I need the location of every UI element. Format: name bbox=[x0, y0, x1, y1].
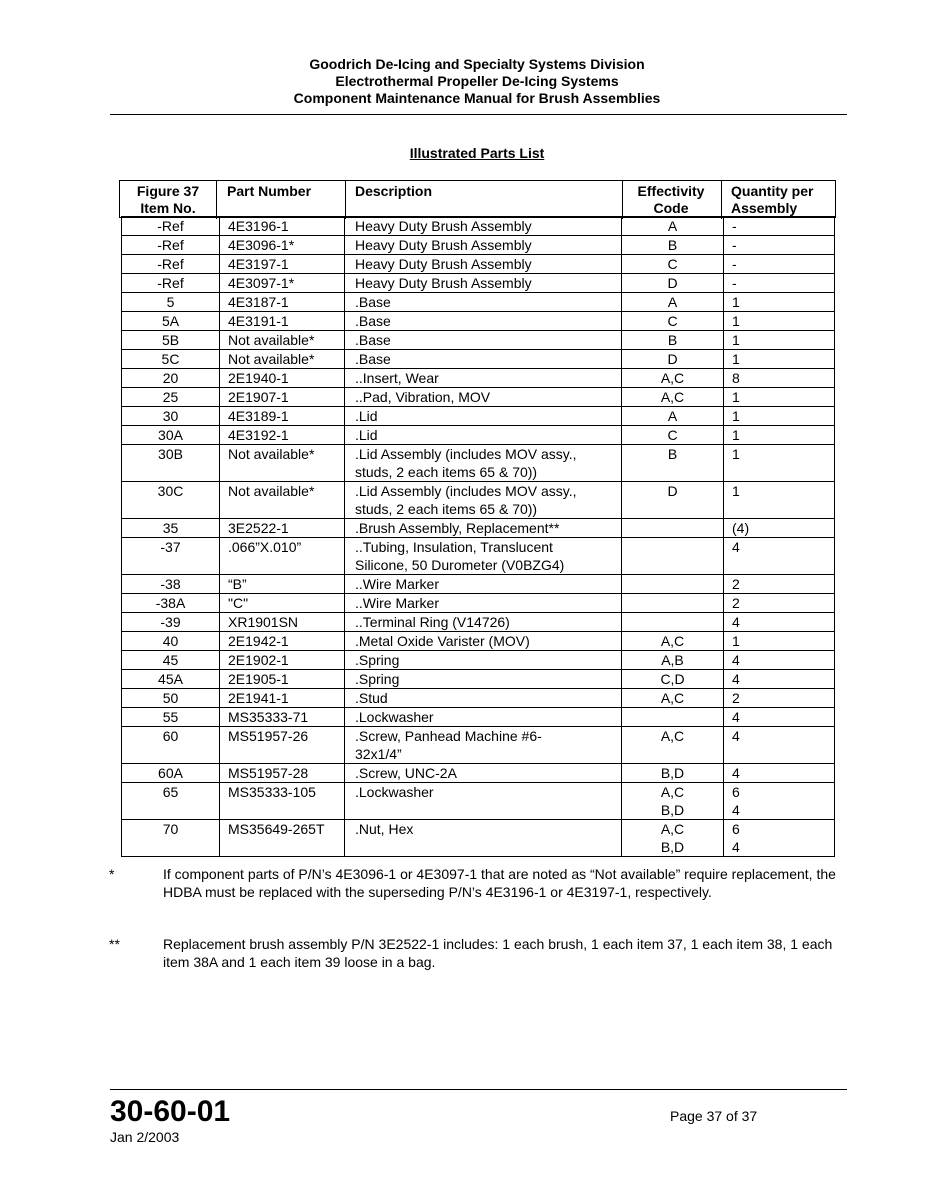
description-cell: .Base bbox=[345, 312, 622, 331]
part-number-cell: 4E3187-1 bbox=[220, 293, 345, 312]
description-cell: .Lid bbox=[345, 407, 622, 426]
item-number-cell: -38A bbox=[122, 594, 220, 613]
description-cell: Heavy Duty Brush Assembly bbox=[345, 217, 622, 236]
part-number-cell: 4E3197-1 bbox=[220, 255, 345, 274]
header-system: Electrothermal Propeller De-Icing Systems bbox=[335, 73, 619, 89]
table-row bbox=[122, 519, 835, 538]
section-title: Illustrated Parts List bbox=[409, 145, 545, 161]
part-number-cell: "C" bbox=[220, 594, 345, 613]
part-number-cell: XR1901SN bbox=[220, 613, 345, 632]
table-row bbox=[122, 407, 835, 426]
header-item-no: Figure 37 Item No. bbox=[136, 183, 200, 216]
description-cell: .Lockwasher bbox=[345, 783, 622, 820]
description-cell: .Brush Assembly, Replacement** bbox=[345, 519, 622, 538]
quantity-cell: 4 bbox=[724, 670, 835, 689]
description-cell: .Screw, Panhead Machine #6- 32x1/4” bbox=[345, 727, 622, 764]
effectivity-cell bbox=[622, 575, 724, 594]
quantity-cell: 1 bbox=[724, 331, 835, 350]
effectivity-cell: C bbox=[622, 426, 724, 445]
effectivity-cell: A,C B,D bbox=[622, 783, 724, 820]
table-row bbox=[122, 426, 835, 445]
quantity-cell: 1 bbox=[724, 482, 835, 519]
effectivity-cell: D bbox=[622, 350, 724, 369]
item-number-cell: 50 bbox=[122, 689, 220, 708]
description-cell: .Screw, UNC-2A bbox=[345, 764, 622, 783]
item-number-cell: 60 bbox=[122, 727, 220, 764]
item-number-cell: 25 bbox=[122, 388, 220, 407]
quantity-cell: 1 bbox=[724, 350, 835, 369]
footnote-mark: ** bbox=[109, 936, 120, 952]
quantity-cell: - bbox=[724, 217, 835, 236]
footer-divider bbox=[110, 1089, 847, 1090]
part-number-cell: 4E3191-1 bbox=[220, 312, 345, 331]
table-row bbox=[122, 274, 835, 293]
part-number-cell: 4E3189-1 bbox=[220, 407, 345, 426]
table-row bbox=[122, 538, 835, 575]
effectivity-cell: C,D bbox=[622, 670, 724, 689]
quantity-cell: 4 bbox=[724, 538, 835, 575]
table-row bbox=[122, 350, 835, 369]
item-number-cell: 30B bbox=[122, 445, 220, 482]
description-cell: ..Terminal Ring (V14726) bbox=[345, 613, 622, 632]
table-row bbox=[122, 651, 835, 670]
table-row bbox=[122, 594, 835, 613]
part-number-cell: .066”X.010” bbox=[220, 538, 345, 575]
description-cell: .Lid Assembly (includes MOV assy., studs, 2 each items 65 & 70)) bbox=[345, 445, 622, 482]
item-number-cell: 5B bbox=[122, 331, 220, 350]
item-number-cell: 45A bbox=[122, 670, 220, 689]
effectivity-cell: D bbox=[622, 274, 724, 293]
item-number-cell: 55 bbox=[122, 708, 220, 727]
effectivity-cell: B bbox=[622, 331, 724, 350]
description-cell: ..Tubing, Insulation, Translucent Silicone, 50 Durometer (V0BZG4) bbox=[345, 538, 622, 575]
quantity-cell: 4 bbox=[724, 764, 835, 783]
item-number-cell: 70 bbox=[122, 820, 220, 857]
item-number-cell: -Ref bbox=[122, 236, 220, 255]
part-number-cell: 2E1940-1 bbox=[220, 369, 345, 388]
item-number-cell: -Ref bbox=[122, 255, 220, 274]
effectivity-cell: A,B bbox=[622, 651, 724, 670]
description-cell: .Base bbox=[345, 350, 622, 369]
item-number-cell: -38 bbox=[122, 575, 220, 594]
item-number-cell: 35 bbox=[122, 519, 220, 538]
quantity-cell: (4) bbox=[724, 519, 835, 538]
quantity-cell: 1 bbox=[724, 445, 835, 482]
description-cell: ..Pad, Vibration, MOV bbox=[345, 388, 622, 407]
description-cell: ..Insert, Wear bbox=[345, 369, 622, 388]
effectivity-cell: A bbox=[622, 293, 724, 312]
part-number-cell: 2E1902-1 bbox=[220, 651, 345, 670]
table-row bbox=[122, 217, 835, 236]
description-cell: ..Wire Marker bbox=[345, 594, 622, 613]
quantity-cell: 1 bbox=[724, 407, 835, 426]
description-cell: .Base bbox=[345, 293, 622, 312]
header-effectivity: Effectivity Code bbox=[637, 183, 705, 216]
description-cell: .Stud bbox=[345, 689, 622, 708]
quantity-cell: 1 bbox=[724, 632, 835, 651]
document-number: 30-60-01 bbox=[110, 1095, 231, 1128]
quantity-cell: - bbox=[724, 274, 835, 293]
quantity-cell: 6 4 bbox=[724, 783, 835, 820]
quantity-cell: 4 bbox=[724, 727, 835, 764]
table-row bbox=[122, 708, 835, 727]
item-number-cell: 30A bbox=[122, 426, 220, 445]
table-row bbox=[122, 689, 835, 708]
table-row bbox=[122, 670, 835, 689]
description-cell: .Nut, Hex bbox=[345, 820, 622, 857]
part-number-cell: 4E3196-1 bbox=[220, 217, 345, 236]
part-number-cell: 2E1941-1 bbox=[220, 689, 345, 708]
item-number-cell: 60A bbox=[122, 764, 220, 783]
part-number-cell: Not available* bbox=[220, 482, 345, 519]
item-number-cell: 5A bbox=[122, 312, 220, 331]
quantity-cell: 1 bbox=[724, 312, 835, 331]
quantity-cell: 4 bbox=[724, 708, 835, 727]
part-number-cell: 4E3096-1* bbox=[220, 236, 345, 255]
table-row bbox=[122, 312, 835, 331]
effectivity-cell: C bbox=[622, 312, 724, 331]
table-row bbox=[122, 236, 835, 255]
effectivity-cell bbox=[622, 708, 724, 727]
part-number-cell: 4E3192-1 bbox=[220, 426, 345, 445]
item-number-cell: -Ref bbox=[122, 274, 220, 293]
description-cell: Heavy Duty Brush Assembly bbox=[345, 274, 622, 293]
quantity-cell: - bbox=[724, 236, 835, 255]
quantity-cell: 6 4 bbox=[724, 820, 835, 857]
table-header bbox=[119, 180, 836, 218]
effectivity-cell bbox=[622, 519, 724, 538]
description-cell: .Metal Oxide Varister (MOV) bbox=[345, 632, 622, 651]
effectivity-cell: A,C B,D bbox=[622, 820, 724, 857]
effectivity-cell: A,C bbox=[622, 388, 724, 407]
table-row bbox=[122, 255, 835, 274]
item-number-cell: -37 bbox=[122, 538, 220, 575]
footnote-text: If component parts of P/N’s 4E3096-1 or 4E3097-1 that are noted as “Not available” require replacement, the HDBA must be replaced with the superseding P/N’s 4E3196-1 or 4E3197-1, respectively. bbox=[163, 866, 836, 900]
item-number-cell: -Ref bbox=[122, 217, 220, 236]
item-number-cell: 5 bbox=[122, 293, 220, 312]
quantity-cell: 2 bbox=[724, 689, 835, 708]
part-number-cell: 2E1942-1 bbox=[220, 632, 345, 651]
header-divider-line bbox=[216, 181, 217, 219]
description-cell: .Spring bbox=[345, 670, 622, 689]
header-manual-title: Component Maintenance Manual for Brush Assemblies bbox=[293, 90, 661, 106]
quantity-cell: 2 bbox=[724, 594, 835, 613]
quantity-cell: 2 bbox=[724, 575, 835, 594]
table-row bbox=[122, 820, 835, 857]
quantity-cell: 4 bbox=[724, 651, 835, 670]
table-row bbox=[122, 293, 835, 312]
effectivity-cell: A,C bbox=[622, 632, 724, 651]
description-cell: Heavy Duty Brush Assembly bbox=[345, 236, 622, 255]
table-row bbox=[122, 369, 835, 388]
item-number-cell: 30C bbox=[122, 482, 220, 519]
table-row bbox=[122, 764, 835, 783]
footnote-text: Replacement brush assembly P/N 3E2522-1 includes: 1 each brush, 1 each item 37, 1 each item 38, 1 each item 38A and 1 each item 39 loose in a bag. bbox=[163, 936, 833, 970]
part-number-cell: 2E1907-1 bbox=[220, 388, 345, 407]
part-number-cell: Not available* bbox=[220, 445, 345, 482]
description-cell: .Spring bbox=[345, 651, 622, 670]
item-number-cell: 5C bbox=[122, 350, 220, 369]
part-number-cell: Not available* bbox=[220, 350, 345, 369]
part-number-cell: MS51957-26 bbox=[220, 727, 345, 764]
header-divider bbox=[110, 114, 847, 115]
effectivity-cell bbox=[622, 613, 724, 632]
page-number: Page 37 of 37 bbox=[670, 1108, 758, 1124]
description-cell: .Lockwasher bbox=[345, 708, 622, 727]
description-cell: ..Wire Marker bbox=[345, 575, 622, 594]
table-row bbox=[122, 727, 835, 764]
quantity-cell: 1 bbox=[724, 388, 835, 407]
header-divider-line bbox=[345, 181, 346, 219]
header-quantity: Quantity per Assembly bbox=[731, 183, 814, 216]
table-row bbox=[122, 331, 835, 350]
effectivity-cell: B,D bbox=[622, 764, 724, 783]
part-number-cell: MS51957-28 bbox=[220, 764, 345, 783]
effectivity-cell: A bbox=[622, 217, 724, 236]
effectivity-cell: B bbox=[622, 236, 724, 255]
part-number-cell: 3E2522-1 bbox=[220, 519, 345, 538]
table-row bbox=[122, 632, 835, 651]
effectivity-cell: A,C bbox=[622, 727, 724, 764]
description-cell: .Base bbox=[345, 331, 622, 350]
header-division: Goodrich De-Icing and Specialty Systems Division bbox=[309, 56, 645, 72]
part-number-cell: MS35649-265T bbox=[220, 820, 345, 857]
part-number-cell: MS35333-105 bbox=[220, 783, 345, 820]
effectivity-cell bbox=[622, 594, 724, 613]
description-cell: .Lid bbox=[345, 426, 622, 445]
effectivity-cell bbox=[622, 538, 724, 575]
header-description: Description bbox=[355, 183, 433, 199]
effectivity-cell: A bbox=[622, 407, 724, 426]
table-row bbox=[122, 575, 835, 594]
parts-table bbox=[121, 216, 835, 857]
item-number-cell: 65 bbox=[122, 783, 220, 820]
item-number-cell: 20 bbox=[122, 369, 220, 388]
quantity-cell: 8 bbox=[724, 369, 835, 388]
header-divider-line bbox=[721, 181, 722, 219]
part-number-cell: MS35333-71 bbox=[220, 708, 345, 727]
quantity-cell: 1 bbox=[724, 293, 835, 312]
item-number-cell: 30 bbox=[122, 407, 220, 426]
quantity-cell: 1 bbox=[724, 426, 835, 445]
header-part-number: Part Number bbox=[227, 183, 312, 199]
parts-table-body bbox=[122, 217, 835, 857]
footnote-mark: * bbox=[109, 866, 115, 882]
table-row bbox=[122, 482, 835, 519]
table-row bbox=[122, 613, 835, 632]
effectivity-cell: B bbox=[622, 445, 724, 482]
effectivity-cell: C bbox=[622, 255, 724, 274]
document-date: Jan 2/2003 bbox=[110, 1129, 180, 1145]
quantity-cell: - bbox=[724, 255, 835, 274]
table-row bbox=[122, 445, 835, 482]
effectivity-cell: A,C bbox=[622, 369, 724, 388]
part-number-cell: Not available* bbox=[220, 331, 345, 350]
part-number-cell: “B” bbox=[220, 575, 345, 594]
item-number-cell: -39 bbox=[122, 613, 220, 632]
document-header bbox=[0, 56, 927, 107]
table-row bbox=[122, 783, 835, 820]
part-number-cell: 4E3097-1* bbox=[220, 274, 345, 293]
item-number-cell: 45 bbox=[122, 651, 220, 670]
description-cell: Heavy Duty Brush Assembly bbox=[345, 255, 622, 274]
description-cell: .Lid Assembly (includes MOV assy., studs, 2 each items 65 & 70)) bbox=[345, 482, 622, 519]
quantity-cell: 4 bbox=[724, 613, 835, 632]
table-row bbox=[122, 388, 835, 407]
part-number-cell: 2E1905-1 bbox=[220, 670, 345, 689]
effectivity-cell: A,C bbox=[622, 689, 724, 708]
effectivity-cell: D bbox=[622, 482, 724, 519]
item-number-cell: 40 bbox=[122, 632, 220, 651]
